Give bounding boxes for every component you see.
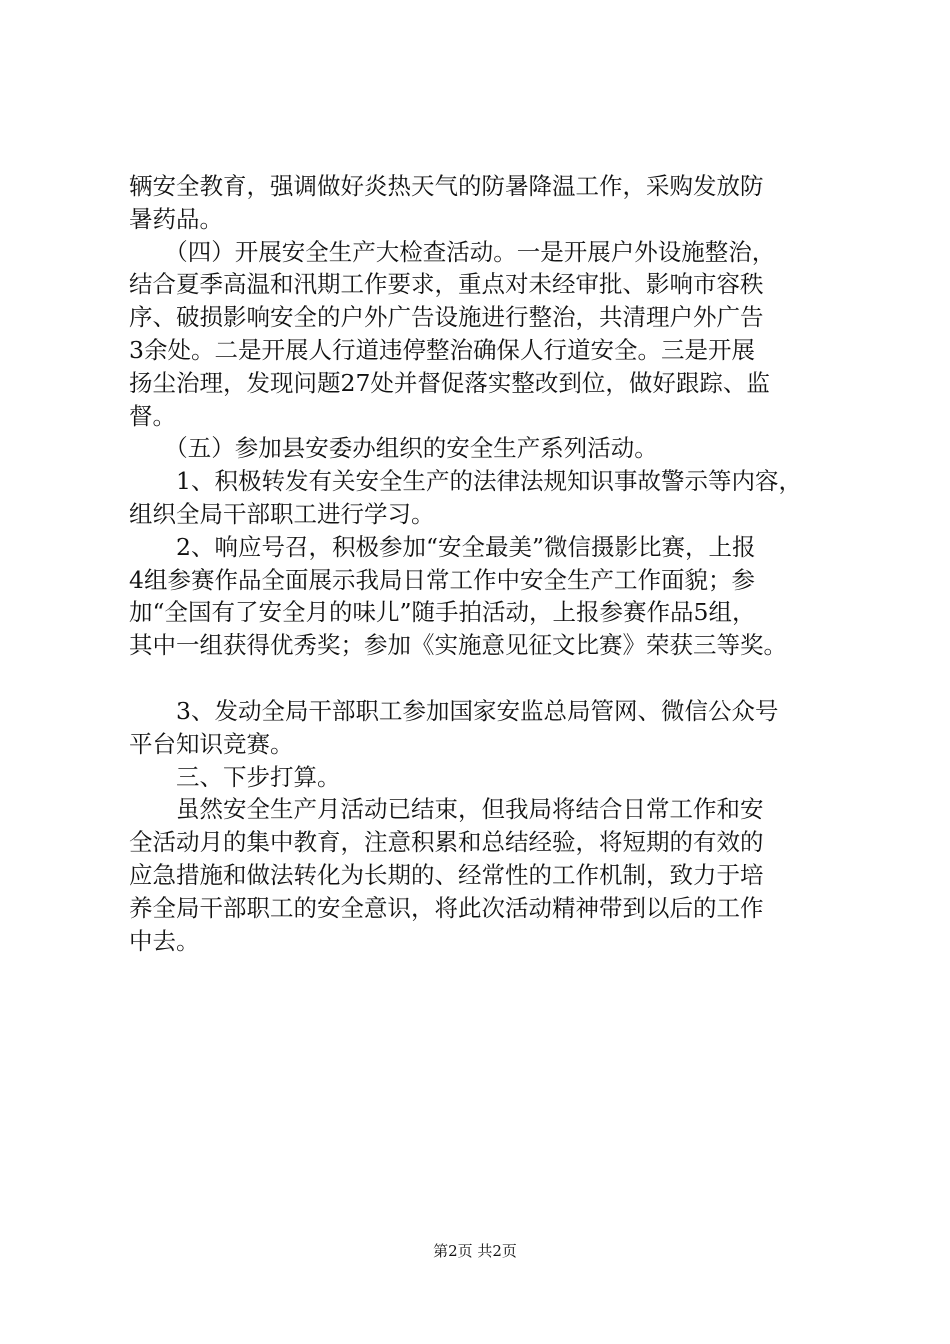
- text-line: 其中一组获得优秀奖；参加《实施意见征文比赛》荣获三等奖。: [129, 631, 787, 660]
- text-line: 1、积极转发有关安全生产的法律法规知识事故警示等内容，: [129, 467, 802, 496]
- text-line: 平台知识竞赛。: [129, 729, 294, 758]
- text-line: 三、下步打算。: [129, 762, 341, 791]
- text-line: 3余处。二是开展人行道违停整治确保人行道安全。三是开展: [129, 335, 755, 364]
- text-line: 养全局干部职工的安全意识，将此次活动精神带到以后的工作: [129, 893, 764, 922]
- blank-line: [129, 662, 851, 695]
- text-line: 2、响应号召，积极参加“安全最美”微信摄影比赛，上报: [129, 532, 756, 561]
- text-line: 组织全局干部职工进行学习。: [129, 499, 435, 528]
- text-line: 3、发动全局干部职工参加国家安监总局管网、微信公众号: [129, 696, 779, 725]
- text-line: 全活动月的集中教育，注意积累和总结经验，将短期的有效的: [129, 828, 764, 857]
- page-number-footer: 第2页 共2页: [433, 1242, 517, 1260]
- document-body: [129, 170, 851, 957]
- text-line: 加“全国有了安全月的味儿”随手拍活动，上报参赛作品5组，: [129, 598, 756, 627]
- text-line: 督。: [129, 401, 176, 430]
- text-line: 辆安全教育，强调做好炎热天气的防暑降温工作，采购发放防: [129, 172, 764, 200]
- text-line: 扬尘治理，发现问题27处并督促落实整改到位，做好跟踪、监: [129, 368, 770, 397]
- text-line: 4组参赛作品全面展示我局日常工作中安全生产工作面貌；参: [129, 565, 755, 594]
- text-line: 序、破损影响安全的户外广告设施进行整治，共清理户外广告: [129, 303, 764, 332]
- text-line: （四）开展安全生产大检查活动。一是开展户外设施整治，: [129, 237, 776, 266]
- text-line: （五）参加县安委办组织的安全生产系列活动。: [129, 434, 658, 463]
- text-line: 虽然安全生产月活动已结束，但我局将结合日常工作和安: [129, 795, 764, 824]
- text-line: 中去。: [129, 926, 200, 955]
- text-line: 暑药品。: [129, 204, 223, 233]
- text-line: 结合夏季高温和汛期工作要求，重点对未经审批、影响市容秩: [129, 270, 764, 299]
- text-line: 应急措施和做法转化为长期的、经常性的工作机制，致力于培: [129, 860, 764, 889]
